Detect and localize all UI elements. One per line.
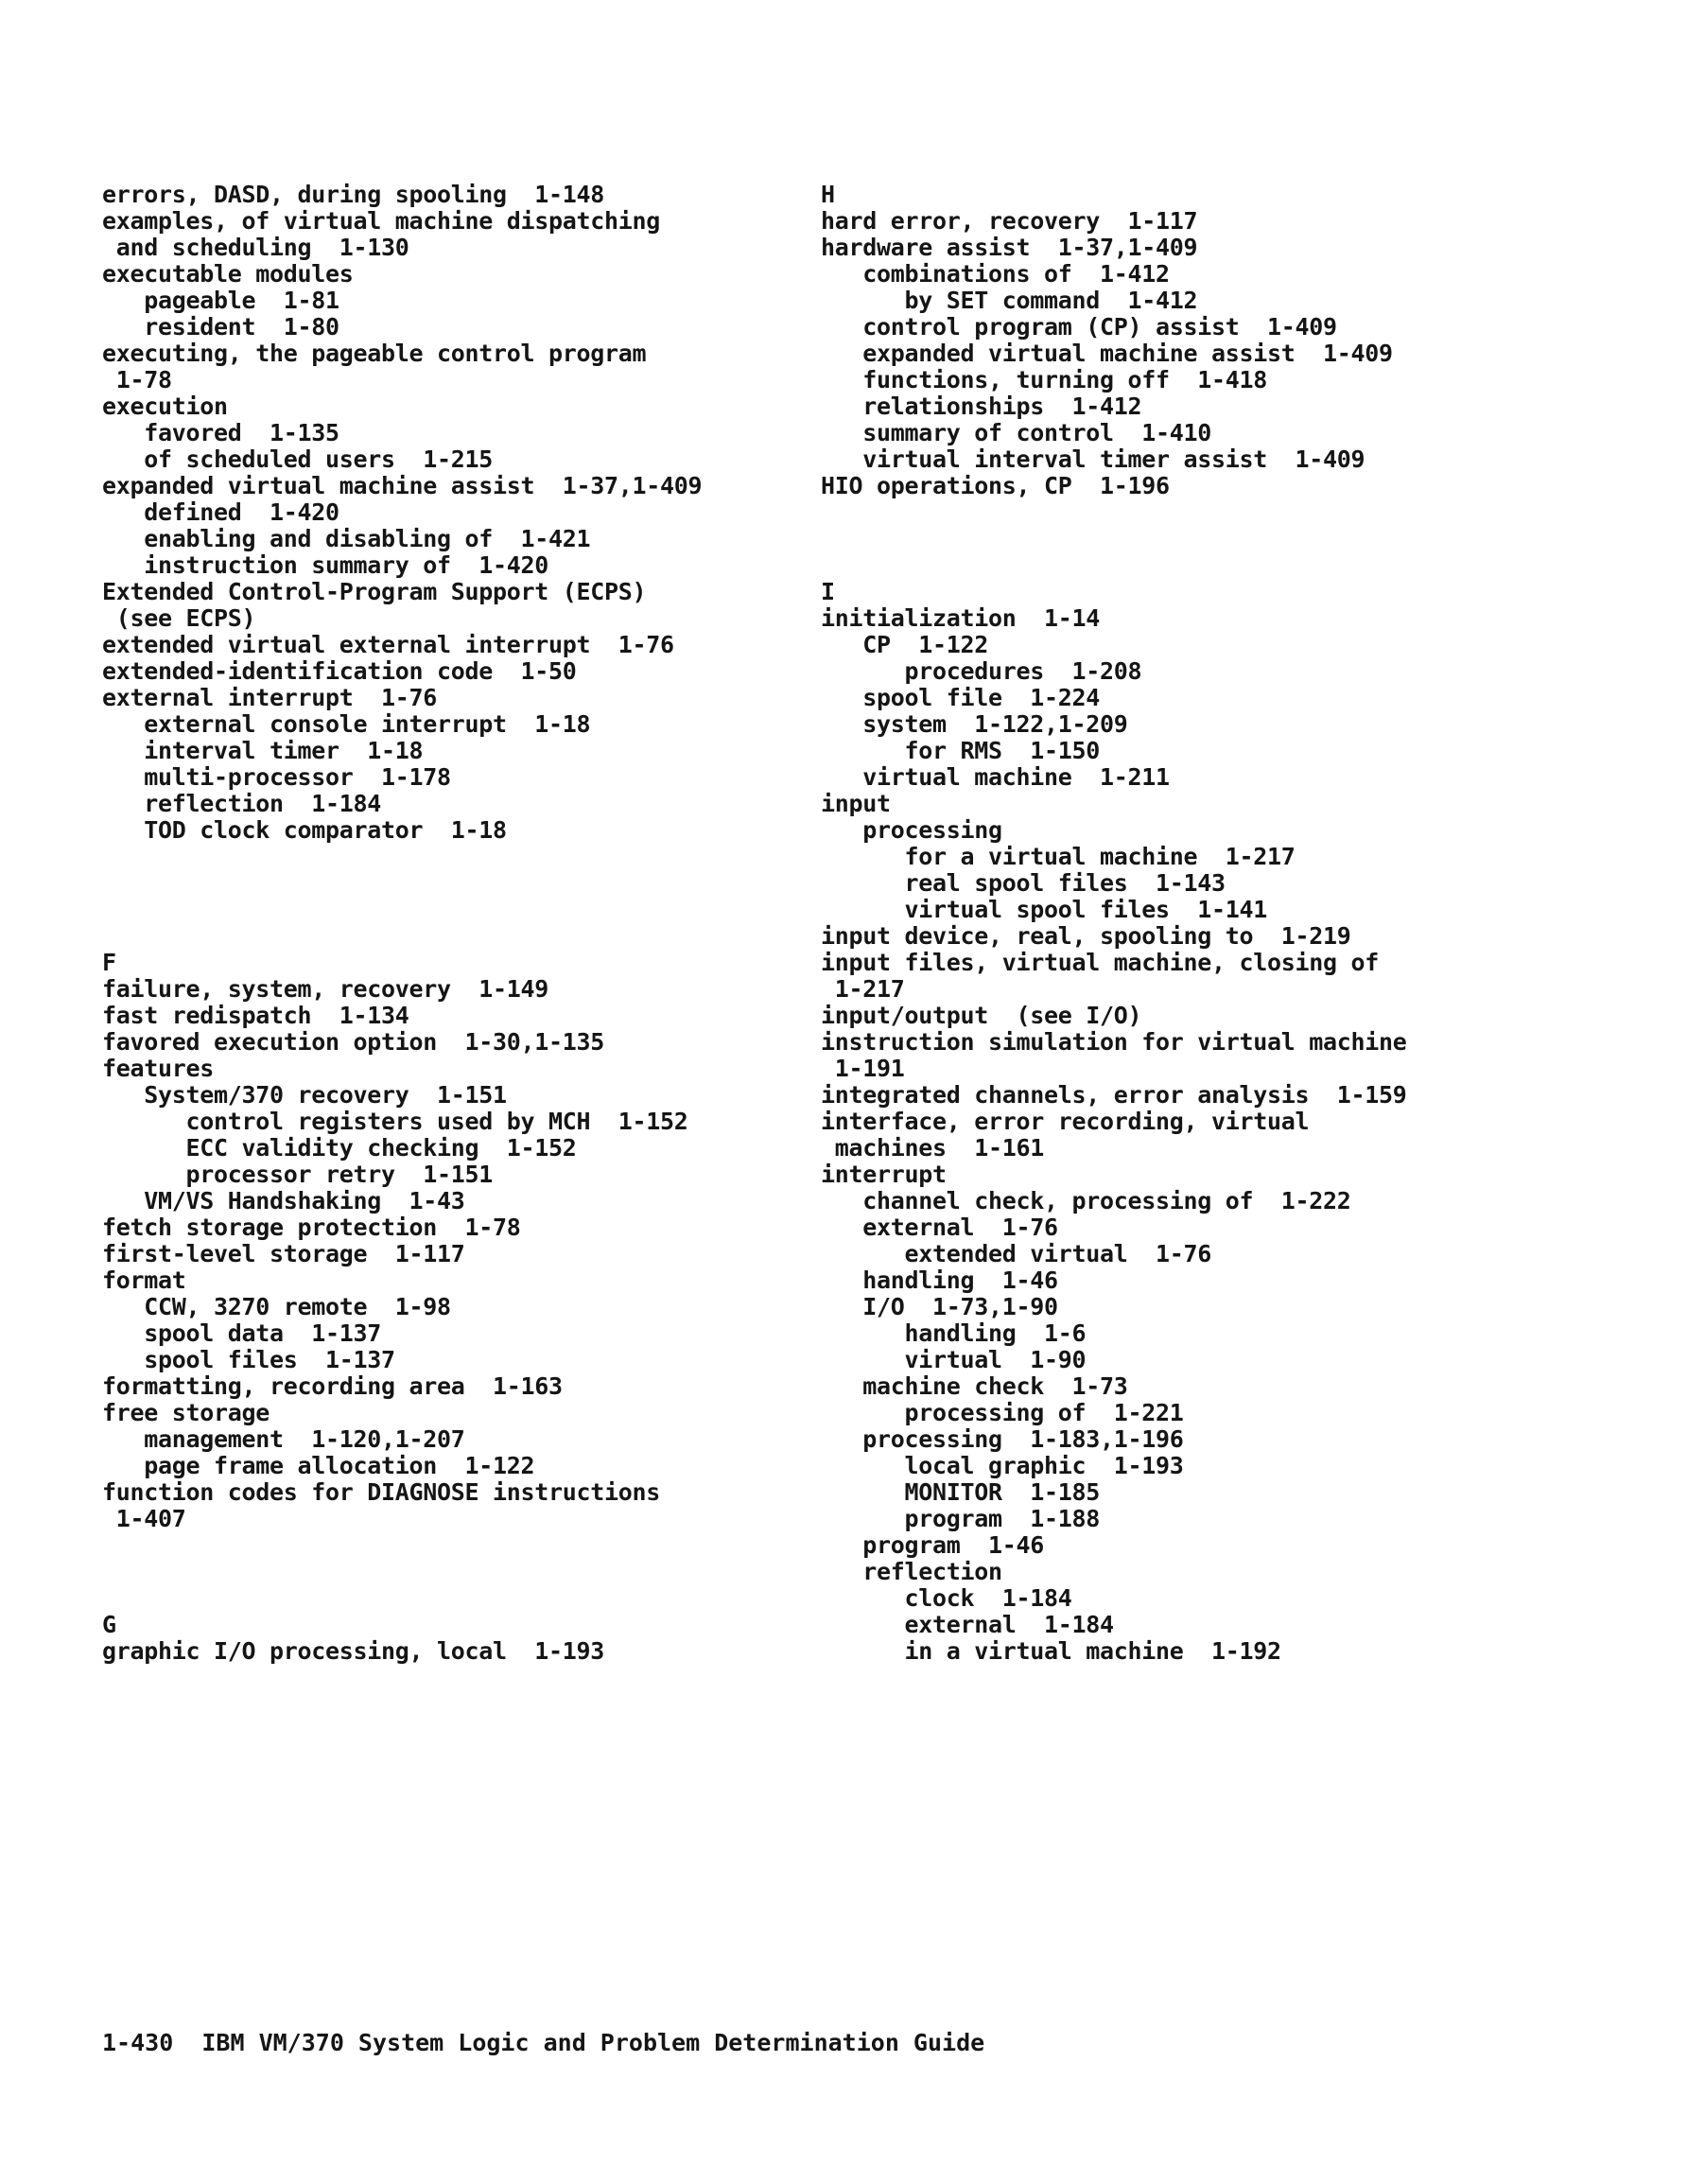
index-entry: relationships 1-412 bbox=[821, 393, 1142, 420]
index-entry: extended virtual external interrupt 1-76 bbox=[102, 631, 674, 658]
index-entry: procedures 1-208 bbox=[821, 657, 1142, 685]
index-entry: VM/VS Handshaking 1-43 bbox=[102, 1187, 465, 1214]
index-entry: virtual spool files 1-141 bbox=[821, 896, 1268, 923]
blank-line bbox=[102, 897, 821, 923]
index-entry: extended virtual 1-76 bbox=[821, 1240, 1212, 1267]
index-entry: executing, the pageable control program bbox=[102, 340, 647, 367]
index-entry: summary of control 1-410 bbox=[821, 419, 1212, 446]
index-entry: CCW, 3270 remote 1-98 bbox=[102, 1293, 451, 1320]
index-entry: machines 1-161 bbox=[821, 1134, 1045, 1162]
index-entry: virtual machine 1-211 bbox=[821, 763, 1170, 791]
index-entry: System/370 recovery 1-151 bbox=[102, 1081, 507, 1109]
index-entry: HIO operations, CP 1-196 bbox=[821, 472, 1170, 499]
index-entry: processing of 1-221 bbox=[821, 1399, 1184, 1426]
blank-line bbox=[102, 1585, 821, 1612]
index-entry: for a virtual machine 1-217 bbox=[821, 843, 1296, 870]
blank-line bbox=[821, 526, 1539, 552]
index-entry: machine check 1-73 bbox=[821, 1372, 1128, 1400]
section-letter: I bbox=[821, 578, 835, 605]
index-entry: instruction simulation for virtual machine bbox=[821, 1028, 1407, 1056]
index-entry: multi-processor 1-178 bbox=[102, 763, 451, 791]
index-entry: external console interrupt 1-18 bbox=[102, 710, 591, 738]
index-entry: features bbox=[102, 1055, 215, 1082]
index-entry: clock 1-184 bbox=[821, 1584, 1072, 1612]
index-entry: extended-identification code 1-50 bbox=[102, 657, 577, 685]
index-entry: 1-217 bbox=[821, 975, 905, 1003]
page-footer: 1-430 IBM VM/370 System Logic and Problem Determination Guide bbox=[102, 2029, 985, 2056]
index-entry: instruction summary of 1-420 bbox=[102, 551, 549, 579]
index-entry: fast redispatch 1-134 bbox=[102, 1002, 409, 1029]
index-entry: spool files 1-137 bbox=[102, 1346, 395, 1373]
index-entry: spool file 1-224 bbox=[821, 684, 1101, 711]
index-entry: I/O 1-73,1-90 bbox=[821, 1293, 1058, 1320]
index-entry: first-level storage 1-117 bbox=[102, 1240, 465, 1267]
index-entry: program 1-46 bbox=[821, 1531, 1045, 1559]
index-entry: control program (CP) assist 1-409 bbox=[821, 313, 1337, 341]
section-letter: G bbox=[102, 1611, 116, 1638]
index-entry: examples, of virtual machine dispatching bbox=[102, 207, 661, 235]
index-entry: processing bbox=[821, 816, 1002, 844]
index-entry: initialization 1-14 bbox=[821, 604, 1101, 632]
index-entry: real spool files 1-143 bbox=[821, 869, 1226, 897]
index-entry: 1-78 bbox=[102, 366, 172, 393]
index-column-left bbox=[102, 182, 821, 1665]
blank-line bbox=[821, 499, 1539, 526]
index-entry: of scheduled users 1-215 bbox=[102, 446, 494, 473]
index-entry: execution bbox=[102, 393, 228, 420]
index-entry: in a virtual machine 1-192 bbox=[821, 1637, 1281, 1665]
blank-line bbox=[102, 1532, 821, 1559]
index-entry: system 1-122,1-209 bbox=[821, 710, 1128, 738]
index-entry: external 1-76 bbox=[821, 1214, 1058, 1241]
index-entry: handling 1-6 bbox=[821, 1319, 1087, 1347]
index-entry: enabling and disabling of 1-421 bbox=[102, 525, 591, 552]
index-entry: virtual 1-90 bbox=[821, 1346, 1087, 1373]
section-letter: H bbox=[821, 181, 835, 208]
index-entry: formatting, recording area 1-163 bbox=[102, 1372, 563, 1400]
index-entry: input files, virtual machine, closing of bbox=[821, 949, 1380, 976]
index-entry: graphic I/O processing, local 1-193 bbox=[102, 1637, 605, 1665]
blank-line bbox=[102, 870, 821, 897]
index-column-right bbox=[821, 182, 1539, 1665]
index-entry: favored 1-135 bbox=[102, 419, 339, 446]
index-entry: 1-191 bbox=[821, 1055, 905, 1082]
index-entry: processing 1-183,1-196 bbox=[821, 1425, 1184, 1453]
index-entry: defined 1-420 bbox=[102, 498, 339, 526]
index-entry: local graphic 1-193 bbox=[821, 1452, 1184, 1479]
index-entry: program 1-188 bbox=[821, 1505, 1101, 1532]
index-entry: virtual interval timer assist 1-409 bbox=[821, 446, 1365, 473]
index-entry: interrupt bbox=[821, 1161, 947, 1188]
index-entry: reflection bbox=[821, 1558, 1002, 1585]
index-entry: channel check, processing of 1-222 bbox=[821, 1187, 1351, 1214]
index-entry: by SET command 1-412 bbox=[821, 287, 1198, 314]
index-entry: CP 1-122 bbox=[821, 631, 989, 658]
index-entry: TOD clock comparator 1-18 bbox=[102, 816, 507, 844]
index-entry: MONITOR 1-185 bbox=[821, 1478, 1101, 1506]
index-entry: interface, error recording, virtual bbox=[821, 1108, 1310, 1135]
index-entry: integrated channels, error analysis 1-159 bbox=[821, 1081, 1407, 1109]
index-entry: favored execution option 1-30,1-135 bbox=[102, 1028, 605, 1056]
index-entry: functions, turning off 1-418 bbox=[821, 366, 1268, 393]
index-entry: hard error, recovery 1-117 bbox=[821, 207, 1198, 235]
index-entry: 1-407 bbox=[102, 1505, 186, 1532]
index-entry: control registers used by MCH 1-152 bbox=[102, 1108, 688, 1135]
index-entry: processor retry 1-151 bbox=[102, 1161, 494, 1188]
blank-line bbox=[102, 923, 821, 950]
index-entry: reflection 1-184 bbox=[102, 790, 382, 817]
index-entry: failure, system, recovery 1-149 bbox=[102, 975, 549, 1003]
index-entry: input/output (see I/O) bbox=[821, 1002, 1142, 1029]
index-entry: input bbox=[821, 790, 891, 817]
index-entry: spool data 1-137 bbox=[102, 1319, 382, 1347]
index-entry: ECC validity checking 1-152 bbox=[102, 1134, 577, 1162]
index-entry: expanded virtual machine assist 1-409 bbox=[821, 340, 1393, 367]
index-entry: hardware assist 1-37,1-409 bbox=[821, 234, 1198, 261]
index-entry: interval timer 1-18 bbox=[102, 737, 424, 764]
index-entry: (see ECPS) bbox=[102, 604, 256, 632]
index-entry: format bbox=[102, 1267, 186, 1294]
index-entry: fetch storage protection 1-78 bbox=[102, 1214, 521, 1241]
index-entry: external interrupt 1-76 bbox=[102, 684, 438, 711]
index-entry: combinations of 1-412 bbox=[821, 260, 1170, 288]
index-entry: for RMS 1-150 bbox=[821, 737, 1101, 764]
blank-line bbox=[102, 844, 821, 870]
index-entry: pageable 1-81 bbox=[102, 287, 339, 314]
index-entry: Extended Control-Program Support (ECPS) bbox=[102, 578, 647, 605]
blank-line bbox=[821, 552, 1539, 579]
index-entry: and scheduling 1-130 bbox=[102, 234, 409, 261]
blank-line bbox=[102, 1559, 821, 1585]
index-entry: executable modules bbox=[102, 260, 354, 288]
index-entry: free storage bbox=[102, 1399, 270, 1426]
section-letter: F bbox=[102, 949, 116, 976]
index-entry: expanded virtual machine assist 1-37,1-409 bbox=[102, 472, 703, 499]
index-entry: errors, DASD, during spooling 1-148 bbox=[102, 181, 605, 208]
index-entry: page frame allocation 1-122 bbox=[102, 1452, 535, 1479]
index-entry: input device, real, spooling to 1-219 bbox=[821, 922, 1351, 950]
index-entry: management 1-120,1-207 bbox=[102, 1425, 465, 1453]
index-entry: handling 1-46 bbox=[821, 1267, 1058, 1294]
index-entry: resident 1-80 bbox=[102, 313, 339, 341]
index-entry: external 1-184 bbox=[821, 1611, 1114, 1638]
index-entry: function codes for DIAGNOSE instructions bbox=[102, 1478, 661, 1506]
